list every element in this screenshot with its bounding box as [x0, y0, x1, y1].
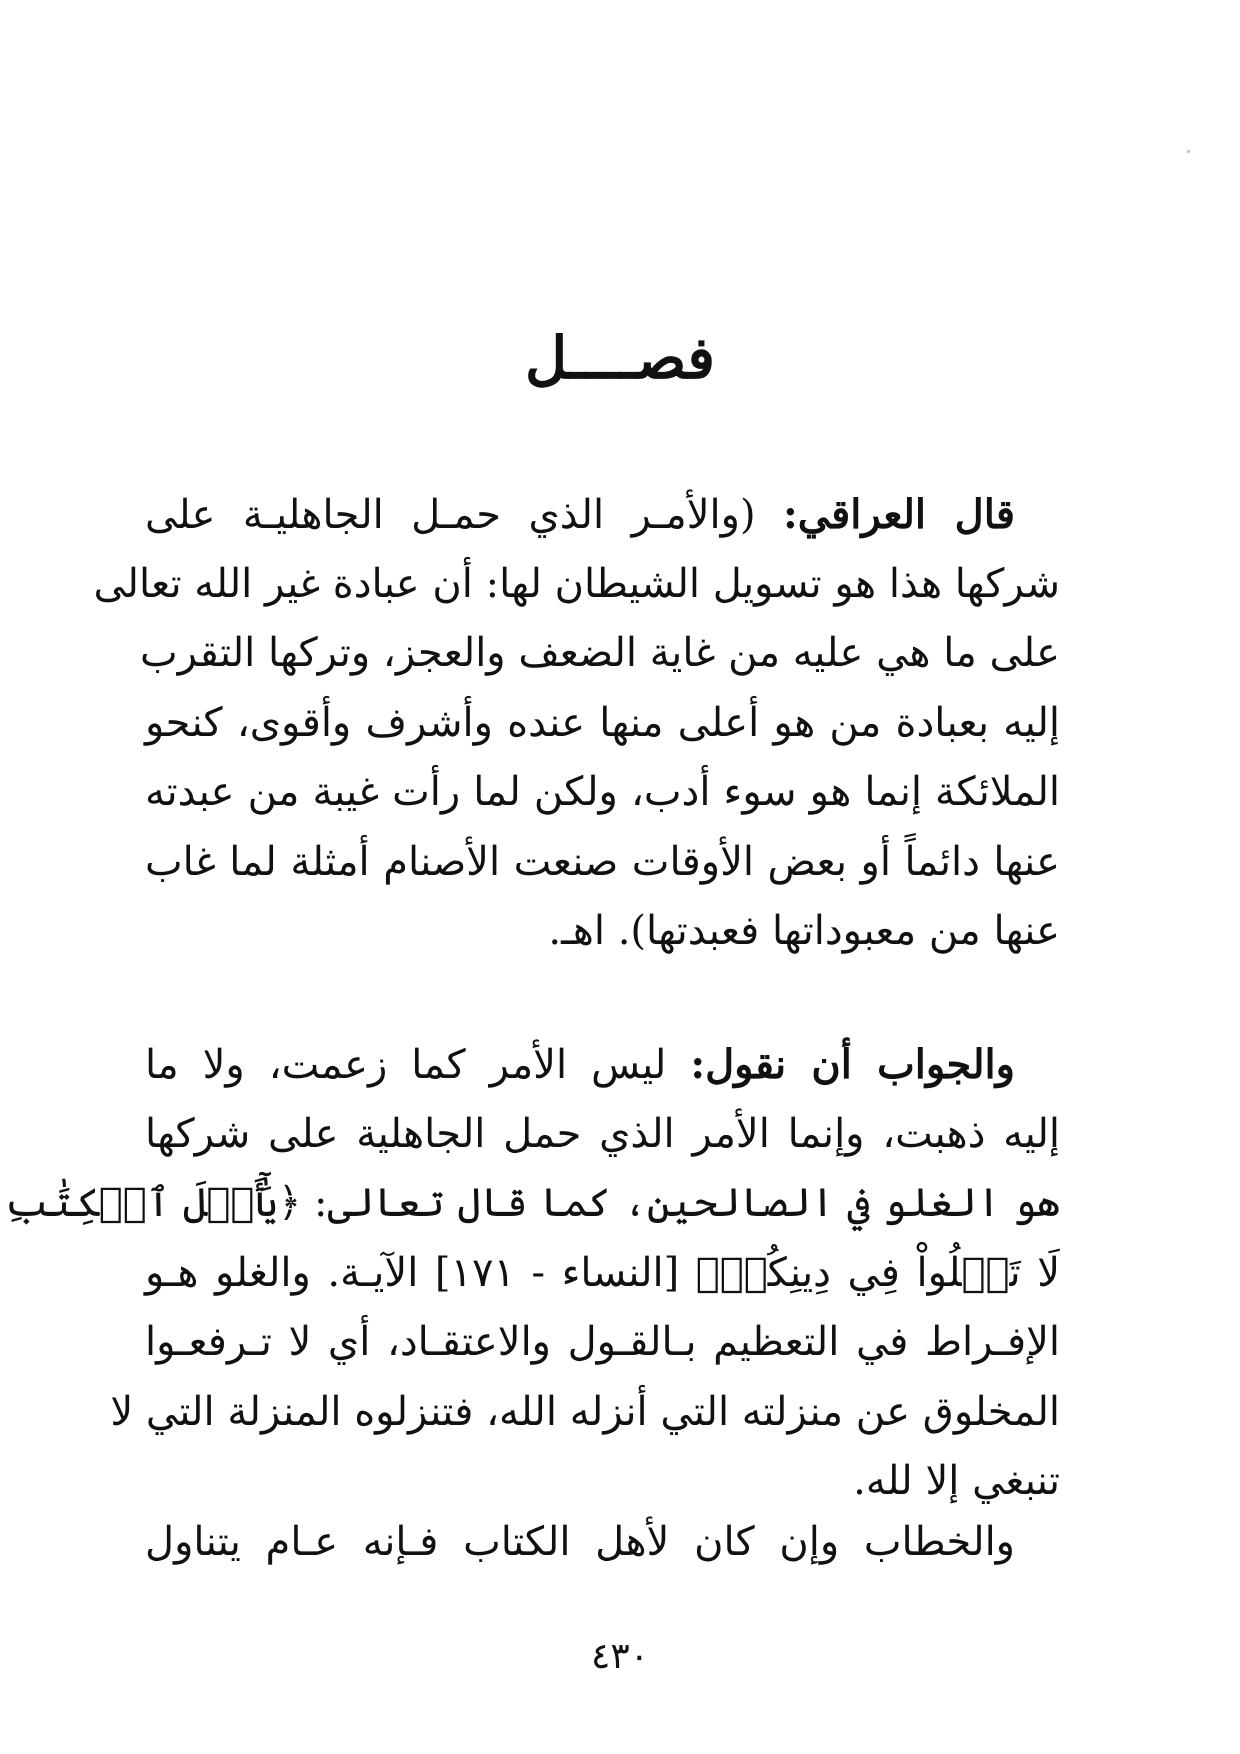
paragraph-1-line-7: عنها من معبوداتها فعبدتها). اهـ.: [548, 908, 1060, 954]
scan-mark: [1187, 150, 1190, 153]
paragraph-1-line-4: إليه بعبادة من هو أعلى منها عنده وأشرف وأقوى، كنحو: [145, 699, 1060, 746]
paragraph-3: [145, 1508, 1060, 1578]
section-heading: فصــــل: [525, 324, 715, 392]
paragraph-2-line-6: المخلوق عن منزلته التي أنزله الله، فتنزلوه المنزلة التي لا: [110, 1388, 1060, 1435]
page-number: ٤٣٠: [590, 1636, 649, 1677]
paragraph-2: [5, 1030, 1061, 1517]
paragraph-1: [93, 480, 1060, 967]
paragraph-2-line-1-lead: والجواب أن نقول:: [690, 1041, 1015, 1088]
paragraph-2-line-2: إليه ذهبت، وإنما الأمر الذي حمل الجاهلية على شركها: [145, 1110, 1060, 1157]
paragraph-1-line-1: قال العراقي: (والأمـر الذي حمـل الجاهليـة على: [145, 491, 1015, 538]
paragraph-1-line-6: عنها دائماً أو بعض الأوقات صنعت الأصنام أمثلة لما غاب: [145, 838, 1060, 885]
paragraph-1-line-2: شركها هذا هو تسويل الشيطان لها: أن عبادة غير الله تعالى: [93, 560, 1060, 607]
paragraph-1-line-3: على ما هي عليه من غاية الضعف والعجز، وتركها التقرب: [139, 630, 1060, 676]
paragraph-2-line-4: لَا تَغۡلُواْ فِي دِينِكُمۡ﴾ [النساء - ١٧١] الآيـة. والغلو هـو: [145, 1249, 1061, 1296]
paragraph-1-line-5: الملائكة إنما هو سوء أدب، ولكن لما رأت غيبة من عبدته: [145, 769, 1060, 815]
paragraph-1-line-1-lead: قال العراقي:: [782, 491, 1015, 538]
paragraph-3-line-1: والخطاب وإن كان لأهل الكتاب فـإنه عـام يتناول: [145, 1519, 1015, 1565]
paragraph-2-line-1: والجواب أن نقول: ليس الأمر كما زعمت، ولا ما: [145, 1041, 1015, 1088]
paragraph-2-line-3: هو الغلو في الصالحين، كما قال تعالى: ﴿يَٰٓأَهۡلَ ٱلۡكِتَٰبِ: [5, 1180, 1060, 1226]
paragraph-2-line-5: الإفـراط في التعظيم بـالقـول والاعتقـاد، أي لا تـرفعـوا: [145, 1319, 1060, 1365]
paragraph-2-line-7: تنبغي إلا لله.: [853, 1458, 1060, 1504]
